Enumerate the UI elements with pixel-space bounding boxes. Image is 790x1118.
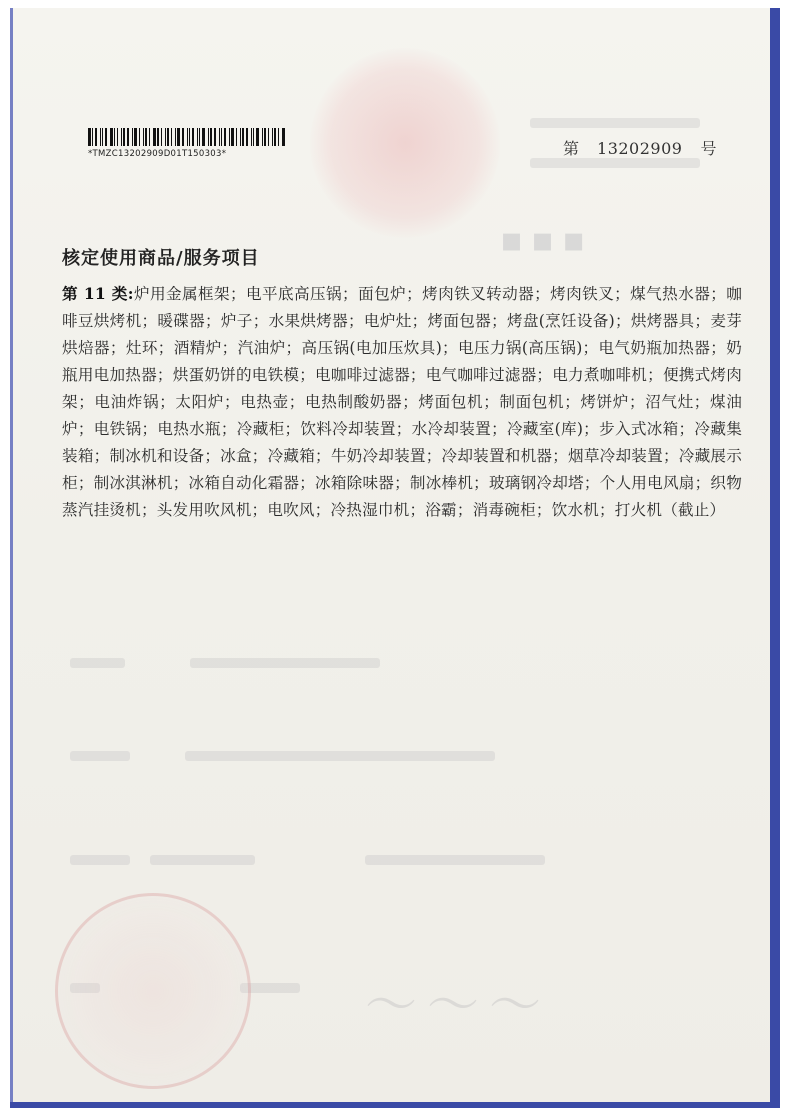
barcode-bar bbox=[127, 128, 129, 146]
barcode-bar bbox=[199, 128, 200, 146]
barcode-bar bbox=[210, 128, 212, 146]
barcode-bar bbox=[175, 128, 176, 146]
barcode-bar bbox=[121, 128, 122, 146]
background-form-row bbox=[70, 855, 130, 865]
barcode-bar bbox=[202, 128, 205, 146]
goods-items-text: 炉用金属框架；电平底高压锅；面包炉；烤肉铁叉转动器；烤肉铁叉；煤气热水器；咖啡豆烘烤机；暖碟器；炉子；水果烘烤器；电炉灶；烤面包器；烤盘(烹饪设备)；烘烤器具；麦芽烘焙器；灶环；酒精炉；汽油炉；高压锅(电加压炊具)；电压力锅(高压锅)；电气奶瓶加热器；奶瓶用电加热器；烘蛋奶饼的电铁模；电咖啡过滤器；电气咖啡过滤器；电力煮咖啡机；便携式烤肉架；电油炸锅；太阳炉；电热壶；电热制酸奶器；烤面包机；制面包机；烤饼炉；沼气灶；煤油炉；电铁锅；电热水瓶；冷藏柜；饮料冷却装置；水冷却装置；冷藏室(库)；步入式冰箱；冷藏集装箱；制冰机和设备；冰盒；冷藏箱；牛奶冷却装置；冷却装置和机器；烟草冷却装置；冷藏展示柜；制冰淇淋机；冰箱自动化霜器；冰箱除味器；制冰棒机；玻璃钢冷却塔；个人用电风扇；织物蒸汽挂烫机；头发用吹风机；电吹风；冷热湿巾机；浴霸；消毒碗柜；饮水机；打火机（截止） bbox=[62, 285, 743, 519]
barcode-bar bbox=[229, 128, 230, 146]
barcode-bar bbox=[153, 128, 156, 146]
barcode-bar bbox=[92, 128, 93, 146]
class-label: 第 11 类: bbox=[62, 284, 134, 303]
barcode-bar bbox=[224, 128, 226, 146]
certificate-page bbox=[10, 8, 780, 1108]
barcode-bar bbox=[219, 128, 220, 146]
barcode-bar bbox=[177, 128, 180, 146]
background-form-row bbox=[530, 118, 700, 128]
barcode-bar bbox=[117, 128, 118, 146]
barcode-bar bbox=[240, 128, 241, 146]
background-form-row bbox=[530, 158, 700, 168]
barcode-bar bbox=[262, 128, 263, 146]
background-form-row bbox=[70, 751, 130, 761]
barcode-bar bbox=[102, 128, 103, 146]
barcode-bar bbox=[134, 128, 137, 146]
background-form-row bbox=[70, 658, 125, 668]
background-form-row bbox=[185, 751, 495, 761]
barcode-bar bbox=[253, 128, 254, 146]
registration-number: 13202909 bbox=[597, 139, 683, 158]
barcode-bar bbox=[251, 128, 252, 146]
barcode bbox=[88, 128, 288, 159]
goods-list bbox=[62, 280, 742, 524]
barcode-bar bbox=[274, 128, 276, 146]
barcode-bar bbox=[145, 128, 147, 146]
barcode-bar bbox=[264, 128, 266, 146]
number-suffix: 号 bbox=[700, 139, 717, 158]
barcode-bars bbox=[88, 128, 288, 146]
barcode-bar bbox=[139, 128, 140, 146]
emblem-watermark bbox=[310, 48, 500, 238]
background-form-row bbox=[150, 855, 255, 865]
background-signature: 〜〜〜 bbox=[365, 976, 552, 1036]
barcode-bar bbox=[256, 128, 259, 146]
barcode-bar bbox=[165, 128, 166, 146]
barcode-bar bbox=[282, 128, 285, 146]
barcode-bar bbox=[242, 128, 244, 146]
barcode-bar bbox=[123, 128, 125, 146]
barcode-bar bbox=[272, 128, 273, 146]
background-heading-watermark: ▪▪▪ bbox=[500, 220, 594, 260]
barcode-bar bbox=[236, 128, 237, 146]
barcode-bar bbox=[231, 128, 234, 146]
barcode-bar bbox=[132, 128, 133, 146]
barcode-bar bbox=[167, 128, 169, 146]
barcode-bar bbox=[114, 128, 115, 146]
background-seal bbox=[55, 893, 251, 1089]
barcode-bar bbox=[197, 128, 198, 146]
barcode-bar bbox=[189, 128, 190, 146]
barcode-bar bbox=[214, 128, 216, 146]
barcode-bar bbox=[149, 128, 150, 146]
barcode-bar bbox=[278, 128, 279, 146]
barcode-bar bbox=[182, 128, 184, 146]
barcode-bar bbox=[161, 128, 162, 146]
registration-number-line bbox=[563, 136, 716, 159]
barcode-bar bbox=[88, 128, 91, 146]
barcode-bar bbox=[157, 128, 159, 146]
barcode-bar bbox=[105, 128, 107, 146]
barcode-bar bbox=[95, 128, 97, 146]
barcode-bar bbox=[208, 128, 209, 146]
section-title: 核定使用商品/服务项目 bbox=[62, 248, 260, 269]
barcode-bar bbox=[221, 128, 222, 146]
barcode-bar bbox=[100, 128, 101, 146]
barcode-bar bbox=[171, 128, 172, 146]
barcode-bar bbox=[110, 128, 113, 146]
barcode-code: *TMZC13202909D01T150303* bbox=[88, 149, 227, 159]
barcode-bar bbox=[187, 128, 188, 146]
background-form-row bbox=[190, 658, 380, 668]
background-form-row bbox=[365, 855, 545, 865]
barcode-bar bbox=[268, 128, 269, 146]
number-prefix: 第 bbox=[563, 139, 580, 158]
page-edge bbox=[10, 8, 13, 1102]
barcode-bar bbox=[143, 128, 144, 146]
barcode-bar bbox=[192, 128, 194, 146]
barcode-bar bbox=[246, 128, 248, 146]
